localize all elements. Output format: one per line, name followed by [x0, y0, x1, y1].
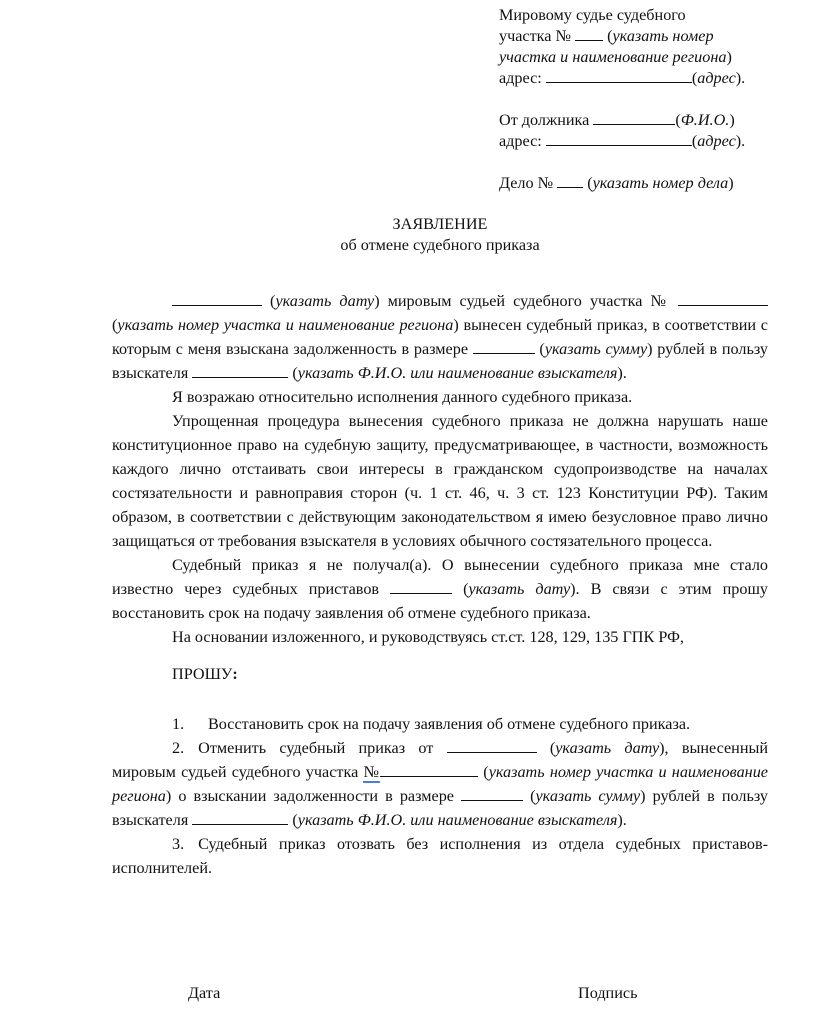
date-blank	[447, 739, 537, 753]
paragraph-text: вынесен судебный приказ, в соответствии с которым с меня взыскана задолженность в размере	[112, 316, 768, 358]
title-sub: об отмене судебного приказа	[340, 236, 540, 254]
request-item-2: 2. Отменить судебный приказ от (указать дату), вынесенный мировым судьей судебного участка № (указать номер участка и наименование региона) о взыскании задолженности в размере (указать сумму) рублей в пользу взыскателя (указать Ф.И.О. или наименование взыскателя).	[112, 739, 769, 829]
paragraph-text: мировым судьей судебного участка №	[379, 292, 670, 310]
court-number-blank	[575, 27, 603, 41]
hint-text: адрес	[697, 132, 736, 150]
hint-text: указать Ф.И.О. или наименование взыскателя	[297, 811, 618, 829]
address-label: адрес:	[499, 132, 546, 150]
document-body	[112, 289, 768, 880]
date-blank	[172, 292, 262, 306]
hint-text: указать сумму	[544, 340, 648, 358]
court-number-blank	[380, 763, 478, 777]
sum-blank	[473, 340, 535, 354]
request-heading-colon: :	[232, 665, 238, 683]
item-text: ) о взыскании задолженности в размере	[165, 787, 462, 805]
court-number-label: участка №	[499, 27, 576, 45]
hint-text: указать сумму	[535, 787, 641, 805]
sum-blank	[461, 787, 523, 801]
paragraph-not-received: Судебный приказ я не получал(а). О вынесении судебного приказа мне стало известно через судебных приставов (указать дату). В связи с этим прошу восстановить срок на подачу заявления об отмене судебного приказа.	[112, 556, 769, 622]
item-text: Судебный приказ отозвать без исполнения из отдела судебных приставов-исполнителей.	[112, 835, 768, 877]
hint-text: указать дату	[555, 739, 660, 757]
hint-text: указать номер участка и наименование региона	[112, 763, 768, 805]
signature-label: Подпись	[578, 984, 638, 1002]
item-text: Восстановить срок на подачу заявления об отмене судебного приказа.	[208, 715, 691, 733]
item-number: 2.	[172, 739, 185, 757]
hint-text: Ф.И.О.	[680, 111, 730, 129]
addressee-line: участка № (указать номер	[499, 27, 714, 45]
addressee-line	[499, 5, 768, 26]
hint-text: участка и наименование региона	[499, 48, 727, 66]
address-blank	[546, 132, 692, 146]
date-label: Дата	[188, 984, 221, 1002]
debtor-address-line: адрес: (адрес).	[499, 132, 746, 150]
request-item-3	[112, 832, 768, 880]
case-label: Дело №	[499, 174, 558, 192]
document-title	[0, 214, 824, 256]
hint-text: адрес	[697, 69, 736, 87]
date-blank	[390, 580, 452, 594]
paragraph-legal-basis: На основании изложенного, и руководствуясь ст.ст. 128, 129, 135 ГПК РФ,	[172, 628, 684, 646]
paragraph-text: ).	[617, 364, 627, 382]
debtor-name-blank	[593, 111, 675, 125]
hint-text: указать номер участка и наименование региона	[117, 316, 454, 334]
paragraph-constitutional-right: Упрощенная процедура вынесения судебного приказа не должна нарушать наше конституционное право на судебную защиту, предусматривающее, в частности, возможность каждого лично отстаивать свои интересы в гражданском судопроизводстве на началах состязательности и равноправия сторон (ч. 1 ст. 46, ч. 3 ст. 123 Конституции РФ). Таким образом, в соответствии с действующим законодательством я имею безусловное право лично защищаться от требования взыскателя в условиях обычного состязательного процесса.	[112, 412, 768, 550]
hint-text: указать дату	[275, 292, 375, 310]
item-text: ), вынесенный мировым судьей судебного участка	[112, 739, 769, 781]
court-address-line: адрес: (адрес).	[499, 69, 746, 87]
request-heading-text: ПРОШУ	[172, 665, 233, 683]
title-main: ЗАЯВЛЕНИЕ	[392, 215, 488, 233]
creditor-blank	[192, 364, 288, 378]
case-number-blank	[557, 174, 583, 188]
hint-text: указать номер	[612, 27, 714, 45]
paragraph-text: рублей в пользу взыскателя	[112, 340, 768, 382]
item-text: ) рублей в пользу взыскателя	[112, 787, 768, 829]
paragraph-text: Судебный приказ я не получал(а). О вынесении судебного приказа мне стало известно через судебных приставов	[112, 556, 768, 598]
addressee-text: Мировому судье судебного	[499, 6, 686, 24]
court-number-blank	[678, 292, 768, 306]
item-number: 3.	[172, 835, 185, 853]
request-item-1	[112, 712, 768, 736]
request-heading	[112, 662, 768, 686]
address-label: адрес:	[499, 69, 546, 87]
item-text: ).	[617, 811, 627, 829]
debtor-label: От должника	[499, 111, 594, 129]
hint-text: указать Ф.И.О. или наименование взыскателя	[297, 364, 618, 382]
address-blank	[546, 69, 692, 83]
hint-text: указать дату	[468, 580, 571, 598]
item-number: 1.	[172, 715, 185, 733]
paragraph-order-info: (указать дату) мировым судьей судебного участка № (указать номер участка и наименование региона) вынесен судебный приказ, в соответствии с которым с меня взыскана задолженность в размере (указать сумму) рублей в пользу взыскателя (указать Ф.И.О. или наименование взыскателя).	[112, 292, 768, 382]
debtor-line: От должника (Ф.И.О.)	[499, 111, 735, 129]
item-text: Отменить судебный приказ от	[198, 739, 447, 757]
addressee-block	[499, 5, 768, 194]
paragraph-text: ). В связи с этим прошу восстановить срок на подачу заявления об отмене судебного приказа.	[112, 580, 769, 622]
number-sign-link[interactable]: №	[363, 763, 381, 781]
addressee-line: участка и наименование региона)	[499, 48, 732, 66]
case-number-line: Дело № (указать номер дела)	[499, 174, 734, 192]
creditor-blank	[192, 811, 288, 825]
paragraph-objection: Я возражаю относительно исполнения данного судебного приказа.	[172, 388, 633, 406]
hint-text: указать номер дела	[592, 174, 729, 192]
